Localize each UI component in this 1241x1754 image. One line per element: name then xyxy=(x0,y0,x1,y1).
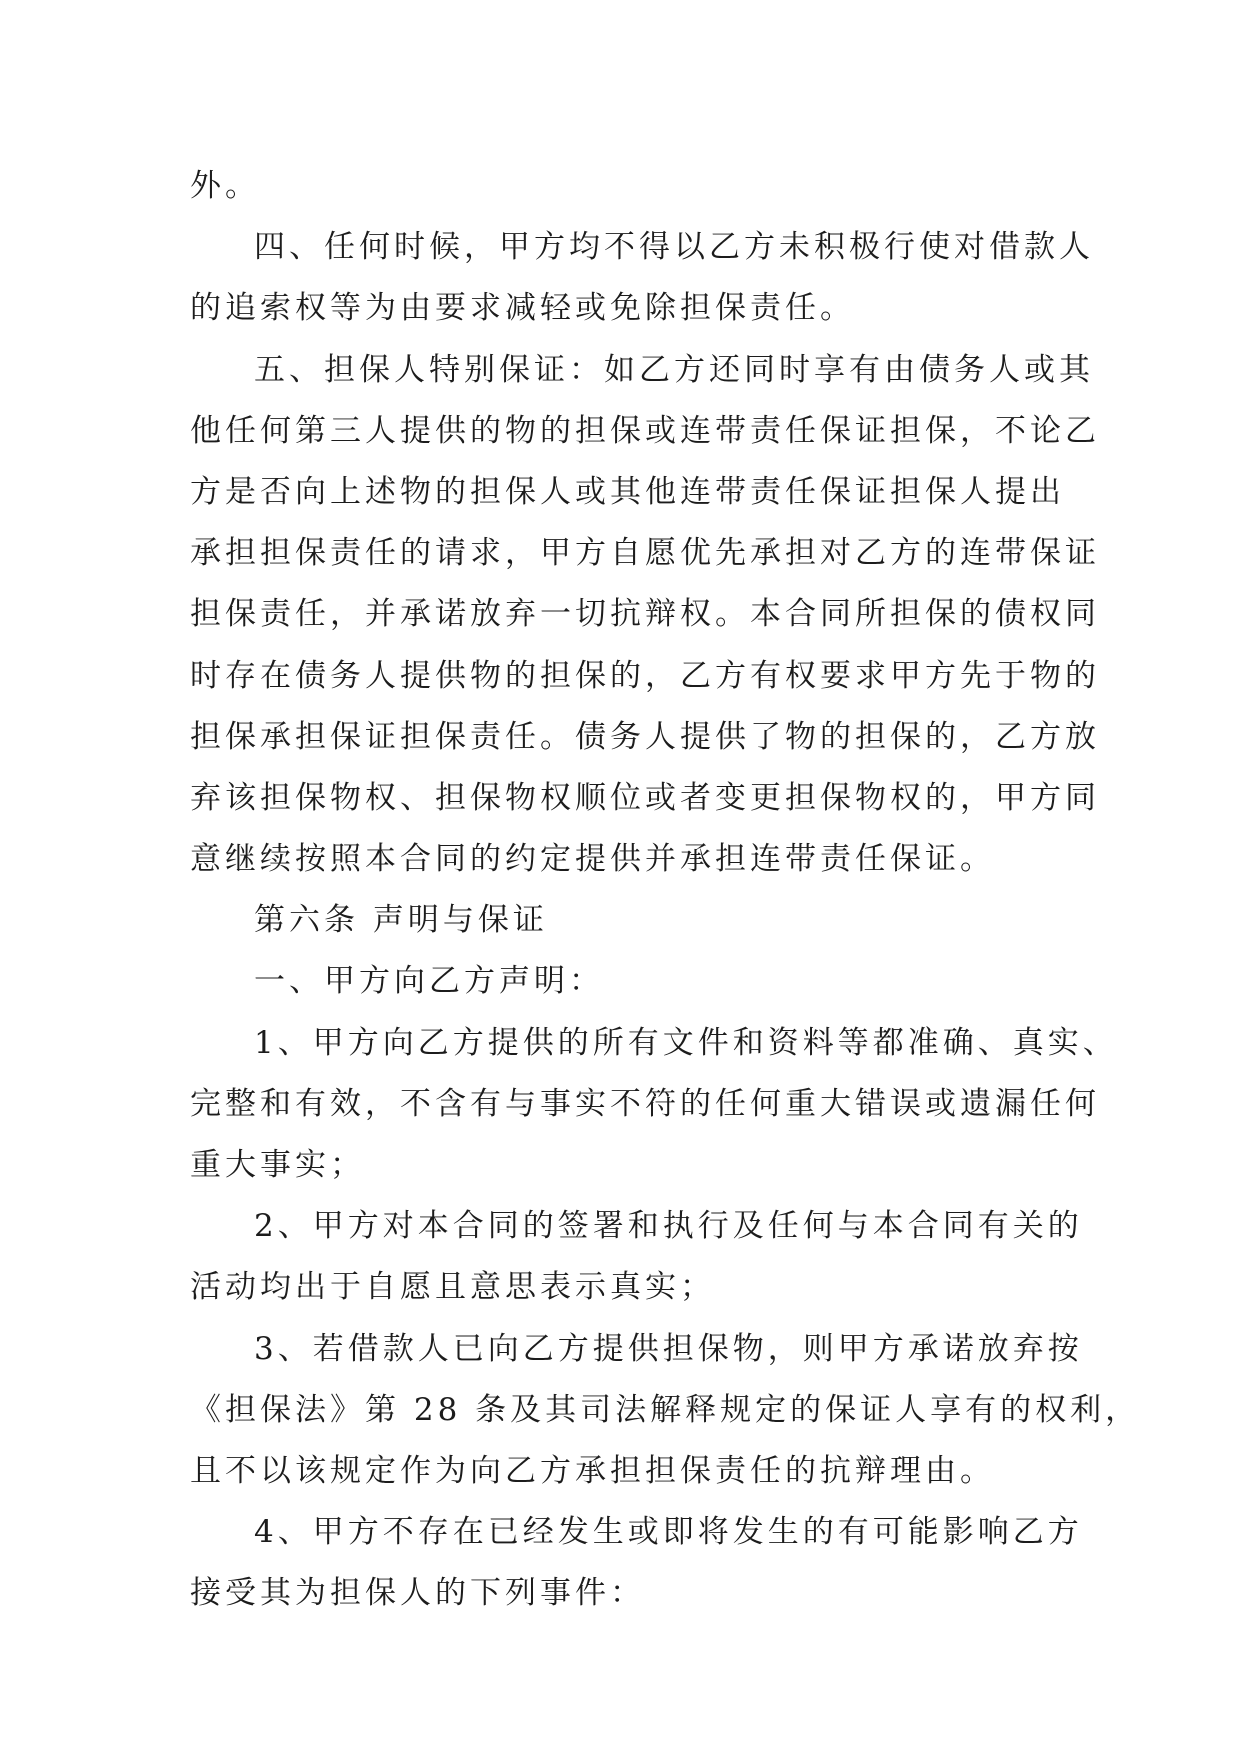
text-line: 2、甲方对本合同的签署和执行及任何与本合同有关的 xyxy=(254,1208,1083,1245)
text-line: 一、甲方向乙方声明： xyxy=(254,963,604,1000)
text-line: 承担担保责任的请求，甲方自愿优先承担对乙方的连带保证 xyxy=(190,535,1100,572)
text-line: 时存在债务人提供物的担保的，乙方有权要求甲方先于物的 xyxy=(190,657,1100,694)
section-heading: 第六条 声明与保证 xyxy=(254,902,548,939)
text-line: 活动均出于自愿且意思表示真实； xyxy=(190,1269,715,1306)
text-line: 他任何第三人提供的物的担保或连带责任保证担保，不论乙 xyxy=(190,412,1100,449)
text-line: 担保责任，并承诺放弃一切抗辩权。本合同所担保的债权同 xyxy=(190,596,1100,633)
text-line: 五、担保人特别保证：如乙方还同时享有由债务人或其 xyxy=(254,351,1094,388)
text-line: 1、甲方向乙方提供的所有文件和资料等都准确、真实、 xyxy=(254,1024,1118,1061)
text-line: 的追索权等为由要求减轻或免除担保责任。 xyxy=(190,290,855,327)
text-line: 方是否向上述物的担保人或其他连带责任保证担保人提出 xyxy=(190,473,1065,510)
text-line: 意继续按照本合同的约定提供并承担连带责任保证。 xyxy=(190,841,995,878)
text-line: 弃该担保物权、担保物权顺位或者变更担保物权的，甲方同 xyxy=(190,779,1100,816)
text-line: 外。 xyxy=(190,168,260,204)
text-line: 3、若借款人已向乙方提供担保物，则甲方承诺放弃按 xyxy=(254,1330,1083,1367)
text-line: 重大事实； xyxy=(190,1147,365,1183)
text-line: 且不以该规定作为向乙方承担担保责任的抗辩理由。 xyxy=(190,1452,995,1489)
text-line: 担保承担保证担保责任。债务人提供了物的担保的，乙方放 xyxy=(190,718,1100,755)
text-line: 完整和有效，不含有与事实不符的任何重大错误或遗漏任何 xyxy=(190,1085,1100,1122)
text-line: 接受其为担保人的下列事件： xyxy=(190,1575,645,1612)
text-line: 《担保法》第 28 条及其司法解释规定的保证人享有的权利， xyxy=(190,1391,1141,1428)
document-body xyxy=(190,156,1141,1625)
text-line: 四、任何时候，甲方均不得以乙方未积极行使对借款人 xyxy=(254,229,1094,266)
text-line: 4、甲方不存在已经发生或即将发生的有可能影响乙方 xyxy=(254,1514,1083,1551)
